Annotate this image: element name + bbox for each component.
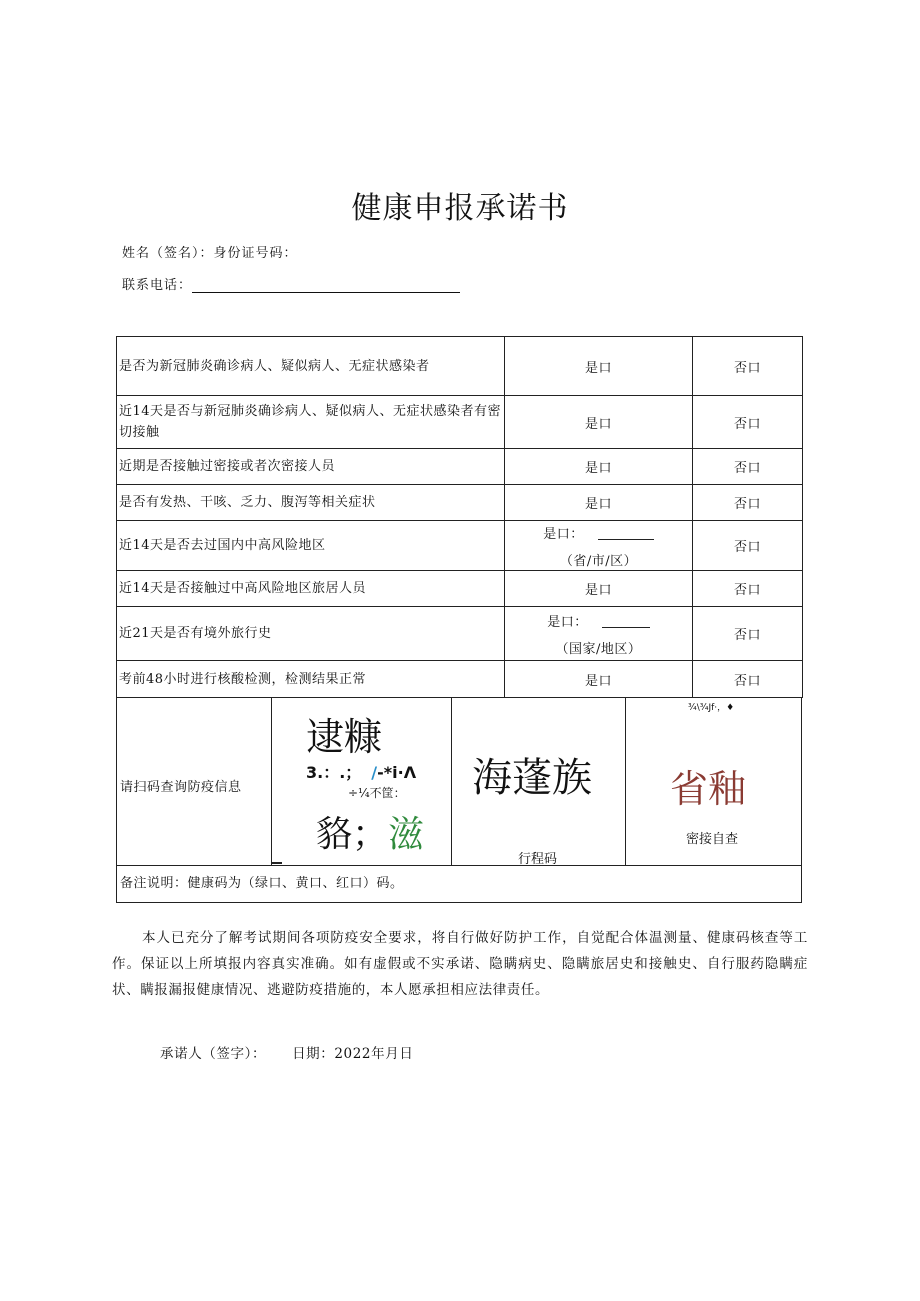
question-row xyxy=(117,607,803,661)
question-text: 近14天是否去过国内中高风险地区 xyxy=(117,521,505,571)
health-questions-table xyxy=(116,336,803,698)
close-contact-top-text: ¾\¾Jf·，♦ xyxy=(688,703,735,713)
qr-label-cell xyxy=(117,698,271,865)
bottom-glyphs-b: 滋 xyxy=(388,814,425,855)
commitment-paragraph: 本人已充分了解考试期间各项防疫安全要求，将自行做好防护工作，自觉配合体温测量、健康码核查等工作。保证以上所填报内容真实准确。如有虚假或不实承诺、隐瞒病史、隐瞒旅居史和接触史、自行服药隐瞒症状、瞒报漏报健康情况、逃避防疫措施的，本人愿承担相应法律责任。 xyxy=(112,930,808,998)
region-hint: （省/市/区） xyxy=(559,553,638,569)
question-text: 考前48小时进行核酸检测，检测结果正常 xyxy=(117,661,505,698)
question-row xyxy=(117,661,803,698)
scan-text-c: -*i·Λ xyxy=(377,763,417,782)
yes-checkbox[interactable]: 是口 xyxy=(505,571,693,607)
close-contact-caption: 密接自查 xyxy=(686,832,739,847)
country-blank-field[interactable] xyxy=(602,616,650,628)
region-blank-field[interactable] xyxy=(598,528,654,540)
question-row xyxy=(117,521,803,571)
scan-text-b: / xyxy=(371,763,378,782)
qr-label: 请扫码查询防疫信息 xyxy=(120,780,242,795)
date-label: 日期：2022年月日 xyxy=(292,1046,414,1062)
signature-line xyxy=(160,1042,413,1062)
question-row xyxy=(117,571,803,607)
close-contact-glyphs: 省釉 xyxy=(670,767,747,811)
health-code-subtext: ÷¼不筐： xyxy=(348,786,406,800)
no-checkbox[interactable]: 否口 xyxy=(693,337,803,396)
no-checkbox[interactable]: 否口 xyxy=(693,607,803,661)
yes-checkbox[interactable]: 是口 xyxy=(505,449,693,485)
signer-label[interactable]: 承诺人（签字）： xyxy=(160,1046,267,1062)
health-code-cell[interactable] xyxy=(272,698,451,865)
yes-checkbox[interactable]: 是口 xyxy=(505,396,693,449)
no-checkbox[interactable]: 否口 xyxy=(693,521,803,571)
yes-checkbox[interactable]: 是口： xyxy=(547,614,588,630)
yes-country-cell xyxy=(505,607,693,661)
question-text: 是否为新冠肺炎确诊病人、疑似病人、无症状感染者 xyxy=(117,337,505,396)
corner-mark xyxy=(272,862,282,864)
question-row xyxy=(117,396,803,449)
scan-text-a: 3.：.； xyxy=(306,763,362,782)
question-row xyxy=(117,337,803,396)
question-text: 近14天是否与新冠肺炎确诊病人、疑似病人、无症状感染者有密切接触 xyxy=(117,396,505,449)
question-text: 近14天是否接触过中高风险地区旅居人员 xyxy=(117,571,505,607)
yes-checkbox[interactable]: 是口 xyxy=(505,661,693,698)
bottom-glyphs-a: 貉； xyxy=(316,814,389,855)
no-checkbox[interactable]: 否口 xyxy=(693,571,803,607)
name-id-line: 姓名（签名）：身份证号码： xyxy=(122,246,298,261)
yes-checkbox[interactable]: 是口 xyxy=(505,337,693,396)
country-hint: （国家/地区） xyxy=(555,641,642,657)
no-checkbox[interactable]: 否口 xyxy=(693,396,803,449)
yes-checkbox[interactable]: 是口： xyxy=(543,526,584,542)
phone-line xyxy=(122,274,460,293)
itinerary-code-caption: 行程码 xyxy=(518,852,558,867)
remarks-row: 备注说明：健康码为（绿口、黄口、红口）码。 xyxy=(116,866,802,903)
health-code-bottom-glyphs xyxy=(316,806,424,857)
phone-label: 联系电话： xyxy=(122,278,193,293)
close-contact-cell[interactable] xyxy=(626,698,801,865)
question-row xyxy=(117,485,803,521)
question-text: 是否有发热、干咳、乏力、腹泻等相关症状 xyxy=(117,485,505,521)
no-checkbox[interactable]: 否口 xyxy=(693,449,803,485)
question-row xyxy=(117,449,803,485)
qr-codes-section xyxy=(116,697,802,866)
yes-checkbox[interactable]: 是口 xyxy=(505,485,693,521)
health-code-glyphs: 逮糠 xyxy=(306,715,383,759)
document-title: 健康申报承诺书 xyxy=(351,191,569,226)
no-checkbox[interactable]: 否口 xyxy=(693,661,803,698)
phone-field[interactable] xyxy=(192,278,460,293)
no-checkbox[interactable]: 否口 xyxy=(693,485,803,521)
health-code-scan-text xyxy=(306,760,416,783)
itinerary-code-cell[interactable] xyxy=(452,698,625,865)
question-text: 近21天是否有境外旅行史 xyxy=(117,607,505,661)
itinerary-code-glyphs: 海蓬族 xyxy=(472,755,592,801)
yes-region-cell xyxy=(505,521,693,571)
question-text: 近期是否接触过密接或者次密接人员 xyxy=(117,449,505,485)
